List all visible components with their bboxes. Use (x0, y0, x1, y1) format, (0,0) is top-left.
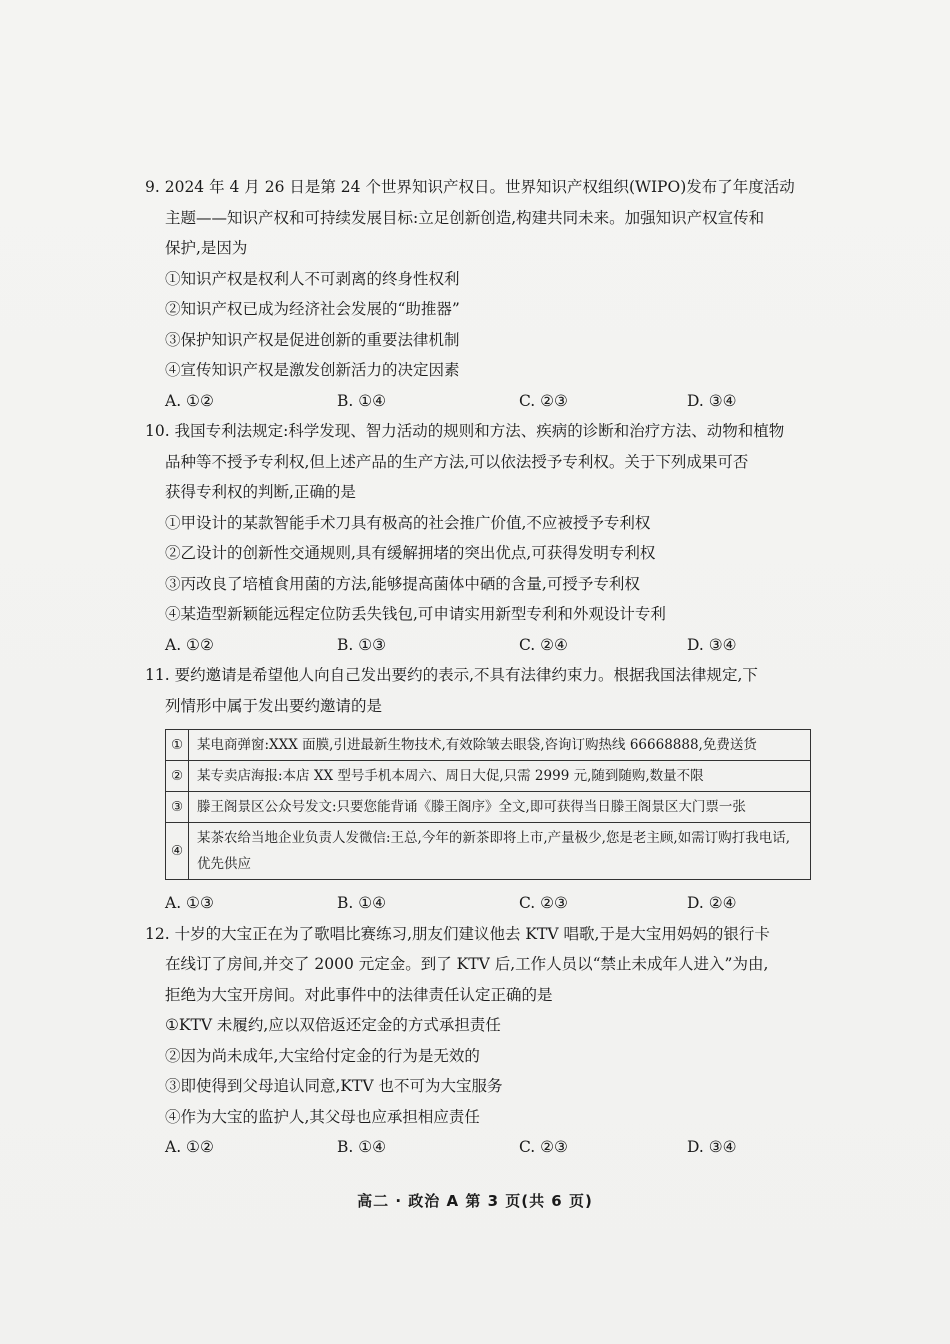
choice-a[interactable]: A. ①② (165, 1138, 214, 1156)
choice-c[interactable]: C. ②③ (519, 391, 568, 410)
table-row (166, 761, 811, 792)
case-mark: ④ (166, 823, 189, 880)
question-12-option: ④作为大宝的监护人,其父母也应承担相应责任 (165, 1107, 480, 1126)
table-row (166, 730, 811, 761)
question-11-choices (145, 888, 817, 919)
question-10-stem-line: 获得专利权的判断,正确的是 (165, 483, 356, 501)
choice-d[interactable]: D. ③④ (687, 635, 737, 654)
question-12-stem-line: 在线订了房间,并交了 2000 元定金。到了 KTV 后,工作人员以“禁止未成年人进入”为由, (165, 955, 769, 973)
case-text: 某专卖店海报:本店 XX 型号手机本周六、周日大促,只需 2999 元,随到随购,数量不限 (189, 761, 811, 792)
question-11-stem-line: 列情形中属于发出要约邀请的是 (165, 696, 383, 715)
page-footer: 高二 · 政治 A 第 3 页(共 6 页) (357, 1192, 593, 1210)
table-row (166, 792, 811, 823)
questions-area (145, 172, 817, 1163)
choice-c[interactable]: C. ②④ (519, 635, 568, 654)
question-12-stem-line: 12. 十岁的大宝正在为了歌唱比赛练习,朋友们建议他去 KTV 唱歌,于是大宝用妈妈的银行卡 (145, 924, 770, 943)
question-9-stem-line: 主题——知识产权和可持续发展目标:立足创新创造,构建共同未来。加强知识产权宣传和 (165, 208, 765, 227)
question-9-option: ①知识产权是权利人不可剥离的终身性权利 (165, 269, 460, 288)
choice-b[interactable]: B. ①④ (337, 391, 387, 410)
question-11-stem-line: 11. 要约邀请是希望他人向自己发出要约的表示,不具有法律约束力。根据我国法律规定,下 (145, 666, 758, 684)
choice-d[interactable]: D. ③④ (687, 391, 737, 410)
case-mark: ① (166, 730, 189, 761)
question-10-choices (145, 630, 817, 661)
question-10-option: ①甲设计的某款智能手术刀具有极高的社会推广价值,不应被授予专利权 (165, 513, 651, 532)
question-10-stem-line: 品种等不授予专利权,但上述产品的生产方法,可以依法授予专利权。关于下列成果可否 (165, 452, 749, 471)
question-9-stem-line: 9. 2024 年 4 月 26 日是第 24 个世界知识产权日。世界知识产权组织(WIPO)发布了年度活动 (145, 178, 795, 196)
question-9-option: ③保护知识产权是促进创新的重要法律机制 (165, 330, 460, 349)
case-text: 某茶农给当地企业负责人发微信:王总,今年的新茶即将上市,产量极少,您是老主顾,如需订购打我电话,优先供应 (189, 823, 811, 880)
question-9-choices (145, 386, 817, 417)
table-row (166, 823, 811, 880)
question-10-stem-line: 10. 我国专利法规定:科学发现、智力活动的规则和方法、疾病的诊断和治疗方法、动物和植物 (145, 422, 785, 440)
question-12 (145, 919, 817, 1163)
choice-b[interactable]: B. ①④ (337, 1138, 387, 1156)
choice-a[interactable]: A. ①② (165, 391, 214, 410)
question-9-option: ②知识产权已成为经济社会发展的“助推器” (165, 300, 460, 318)
choice-b[interactable]: B. ①④ (337, 894, 387, 912)
case-text: 滕王阁景区公众号发文:只要您能背诵《滕王阁序》全文,即可获得当日滕王阁景区大门票一张 (189, 792, 811, 823)
choice-c[interactable]: C. ②③ (519, 894, 568, 912)
question-10-option: ③丙改良了培植食用菌的方法,能够提高菌体中硒的含量,可授予专利权 (165, 574, 640, 593)
question-12-stem-line: 拒绝为大宝开房间。对此事件中的法律责任认定正确的是 (165, 985, 553, 1004)
case-mark: ② (166, 761, 189, 792)
question-12-option: ①KTV 未履约,应以双倍返还定金的方式承担责任 (165, 1016, 501, 1034)
choice-d[interactable]: D. ③④ (687, 1138, 737, 1156)
question-11 (145, 660, 817, 919)
question-9-stem-line: 保护,是因为 (165, 239, 248, 257)
case-text: 某电商弹窗:XXX 面膜,引进最新生物技术,有效除皱去眼袋,咨询订购热线 66668888,免费送货 (189, 730, 811, 761)
question-12-option: ②因为尚未成年,大宝给付定金的行为是无效的 (165, 1046, 480, 1065)
question-10-option: ②乙设计的创新性交通规则,具有缓解拥堵的突出优点,可获得发明专利权 (165, 544, 656, 562)
question-10 (145, 416, 817, 660)
choice-a[interactable]: A. ①③ (165, 894, 214, 912)
question-11-case-table (165, 729, 811, 880)
question-9 (145, 172, 817, 416)
choice-b[interactable]: B. ①③ (337, 635, 387, 654)
question-10-option: ④某造型新颖能远程定位防丢失钱包,可申请实用新型专利和外观设计专利 (165, 605, 666, 623)
choice-d[interactable]: D. ②④ (687, 894, 737, 912)
case-mark: ③ (166, 792, 189, 823)
choice-a[interactable]: A. ①② (165, 635, 214, 654)
question-9-option: ④宣传知识产权是激发创新活力的决定因素 (165, 361, 460, 379)
choice-c[interactable]: C. ②③ (519, 1138, 568, 1156)
question-12-option: ③即使得到父母追认同意,KTV 也不可为大宝服务 (165, 1077, 503, 1095)
question-12-choices (145, 1132, 817, 1163)
